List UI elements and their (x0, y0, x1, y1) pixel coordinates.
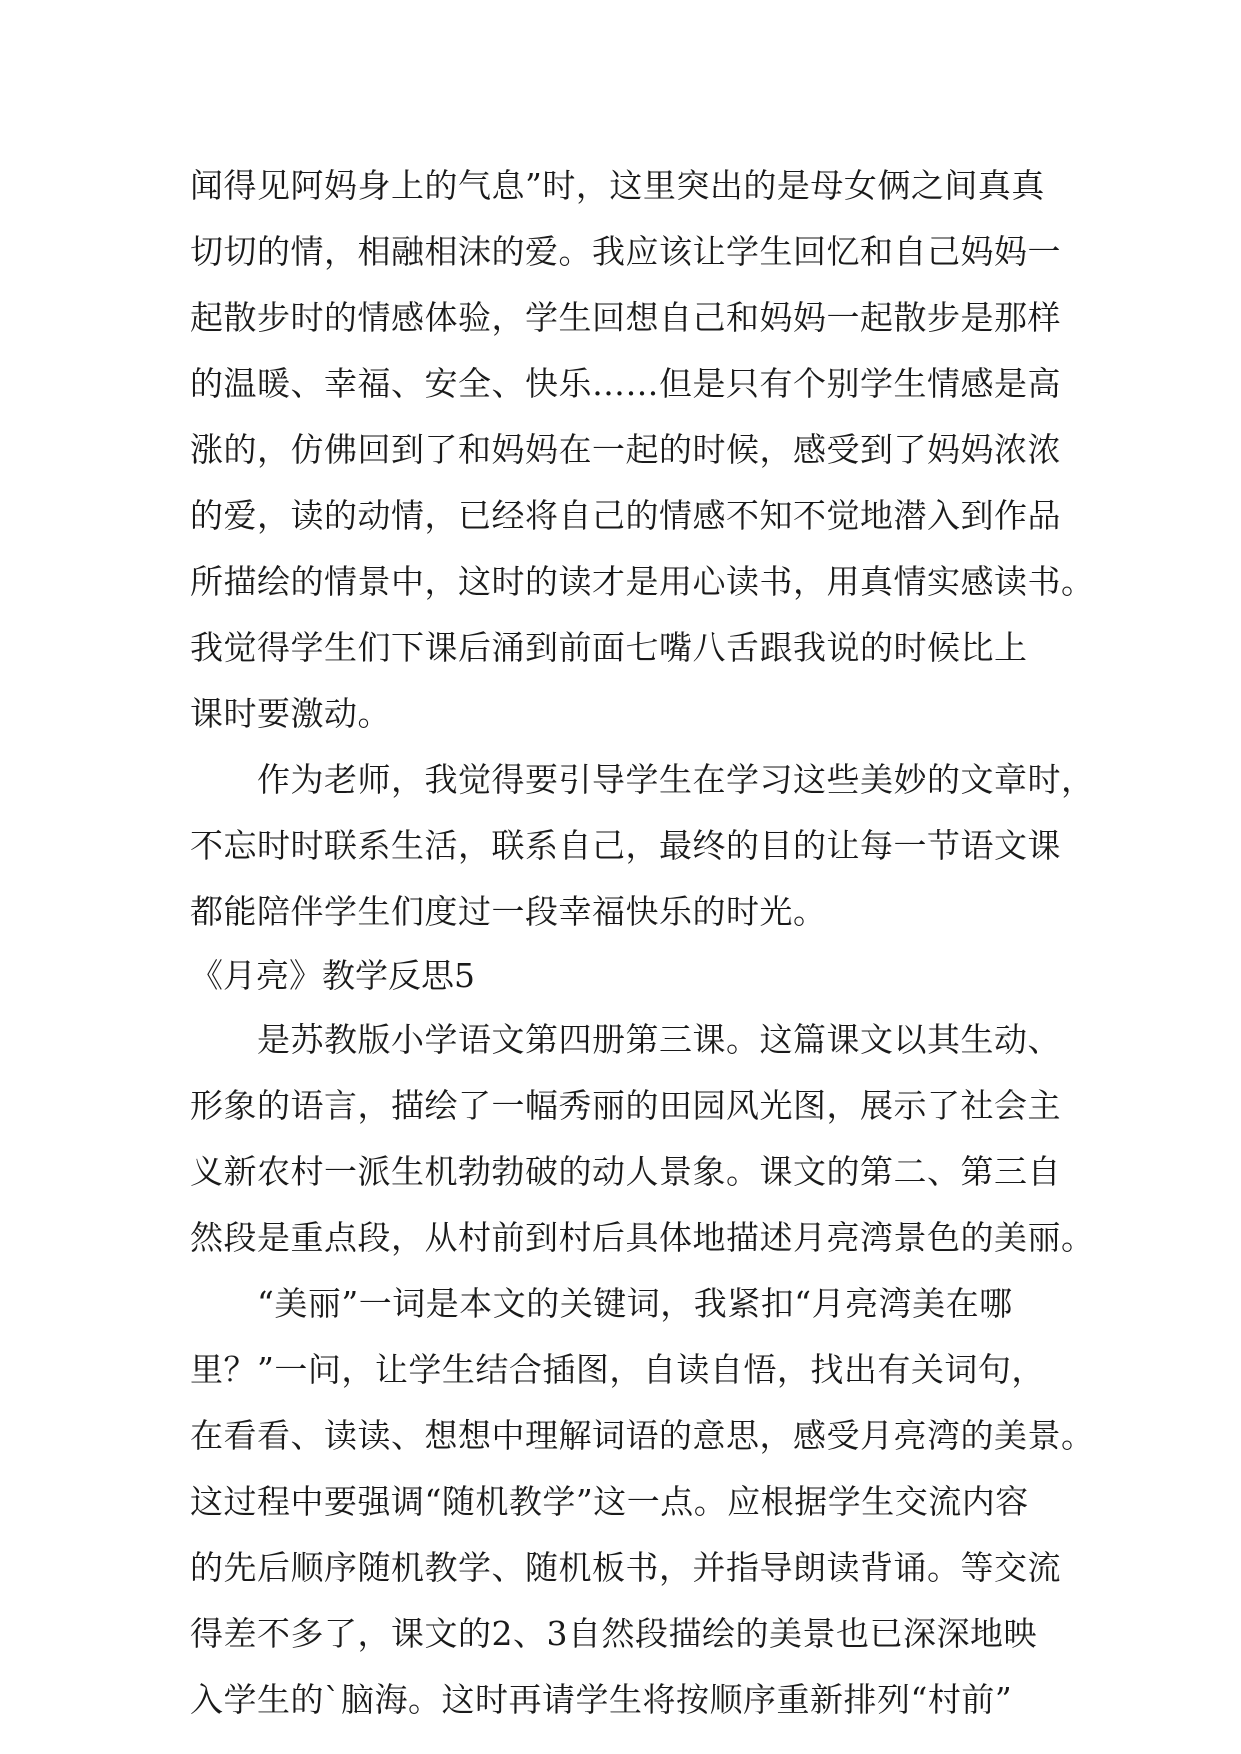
text-line: “美丽”一词是本文的关键词，我紧扣“月亮湾美在哪 (257, 1284, 1013, 1323)
text-line: 所描绘的情景中，这时的读才是用心读书，用真情实感读书。 (190, 562, 1095, 601)
text-line: 涨的，仿佛回到了和妈妈在一起的时候，感受到了妈妈浓浓 (190, 430, 1061, 469)
text-line: 的先后顺序随机教学、随机板书，并指导朗读背诵。等交流 (190, 1548, 1061, 1587)
text-line: 在看看、读读、想想中理解词语的意思，感受月亮湾的美景。 (190, 1416, 1095, 1455)
text-line: 然段是重点段，从村前到村后具体地描述月亮湾景色的美丽。 (190, 1218, 1095, 1257)
text-line: 起散步时的情感体验，学生回想自己和妈妈一起散步是那样 (190, 298, 1061, 337)
text-line: 课时要激动。 (190, 694, 391, 733)
text-line: 作为老师，我觉得要引导学生在学习这些美妙的文章时， (257, 760, 1095, 799)
text-line: 入学生的`脑海。这时再请学生将按顺序重新排列“村前” (190, 1680, 1013, 1719)
text-line: 都能陪伴学生们度过一段幸福快乐的时光。 (190, 892, 827, 931)
text-line: 我觉得学生们下课后涌到前面七嘴八舌跟我说的时候比上 (190, 628, 1028, 667)
text-line: 切切的情，相融相沫的爱。我应该让学生回忆和自己妈妈一 (190, 232, 1061, 271)
text-line: 里？”一问，让学生结合插图，自读自悟，找出有关词句， (190, 1350, 1045, 1389)
text-line: 的爱，读的动情，已经将自己的情感不知不觉地潜入到作品 (190, 496, 1061, 535)
text-line: 义新农村一派生机勃勃破的动人景象。课文的第二、第三自 (190, 1152, 1061, 1191)
section-heading: 《月亮》教学反思5 (190, 956, 475, 995)
text-line: 的温暖、幸福、安全、快乐……但是只有个别学生情感是高 (190, 364, 1061, 403)
text-line: 是苏教版小学语文第四册第三课。这篇课文以其生动、 (257, 1020, 1061, 1059)
text-line: 不忘时时联系生活，联系自己，最终的目的让每一节语文课 (190, 826, 1061, 865)
text-line: 得差不多了，课文的2、3自然段描绘的美景也已深深地映 (190, 1614, 1037, 1653)
text-line: 这过程中要强调“随机教学”这一点。应根据学生交流内容 (190, 1482, 1029, 1521)
text-line: 闻得见阿妈身上的气息”时，这里突出的是母女俩之间真真 (190, 166, 1045, 205)
text-line: 形象的语言，描绘了一幅秀丽的田园风光图，展示了社会主 (190, 1086, 1061, 1125)
